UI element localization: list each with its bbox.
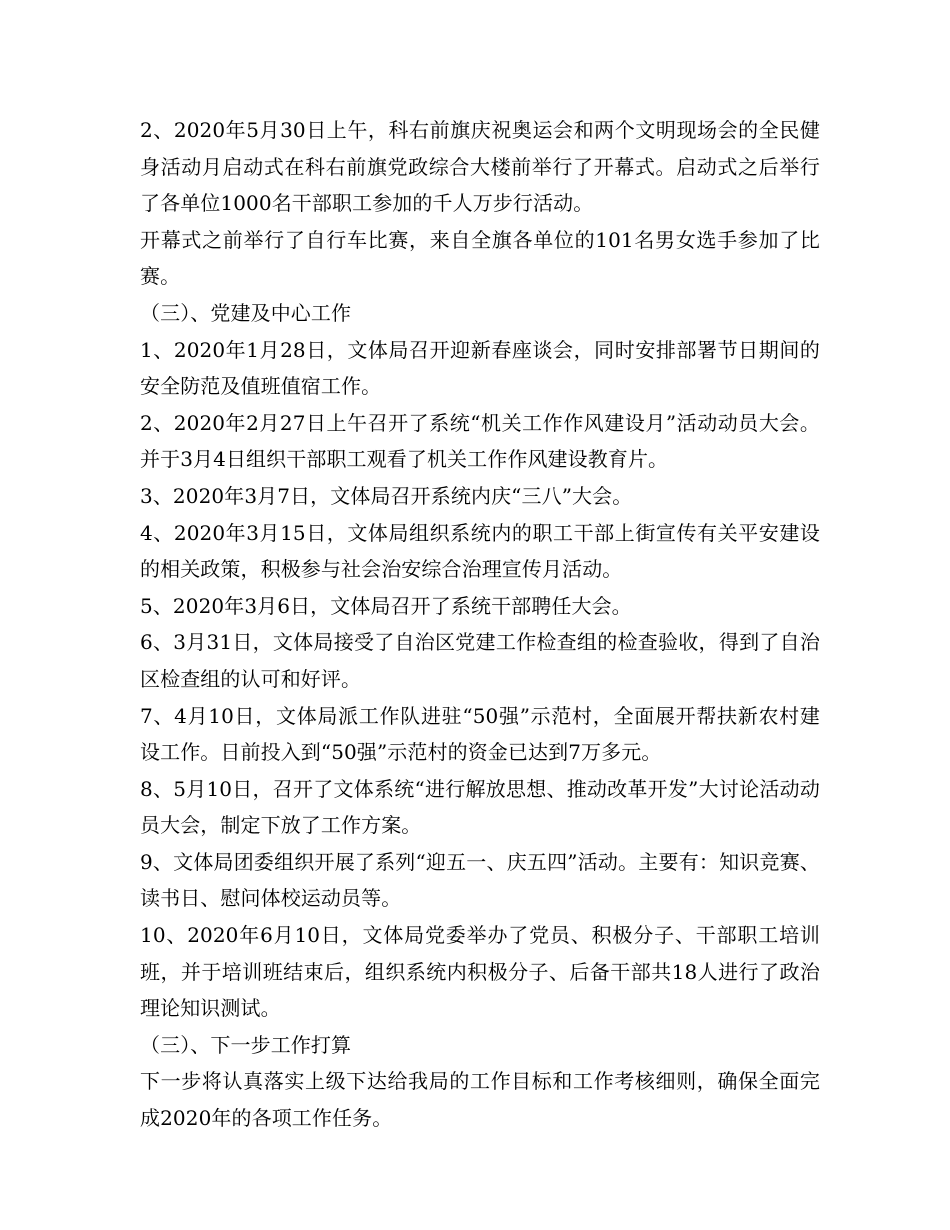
paragraph-item-8: 8、5月10日，召开了文体系统“进行解放思想、推动改革开发”大讨论活动动员大会，制定下放了工作方案。 [140,776,820,838]
paragraph-bicycle-race: 开幕式之前举行了自行车比赛，来自全旗各单位的101名男女选手参加了比赛。 [140,227,820,289]
paragraph-next-steps: 下一步将认真落实上级下达给我局的工作目标和工作考核细则，确保全面完成2020年的各项工作任务。 [140,1069,820,1131]
section-heading-party-building: （三）、党建及中心工作 [140,300,352,325]
paragraph-item-4: 4、2020年3月15日，文体局组织系统内的职工干部上街宣传有关平安建设的相关政策，积极参与社会治安综合治理宣传月活动。 [140,520,820,582]
paragraph-item-10: 10、2020年6月10日，文体局党委举办了党员、积极分子、干部职工培训班，并于培训班结束后，组织系统内积极分子、后备干部共18人进行了政治理论知识测试。 [140,923,820,1021]
document-body [140,112,820,1137]
paragraph-item-6: 6、3月31日，文体局接受了自治区党建工作检查组的检查验收，得到了自治区检查组的认可和好评。 [140,630,820,691]
paragraph-item-9: 9、文体局团委组织开展了系列“迎五一、庆五四”活动。主要有：知识竞赛、读书日、慰问体校运动员等。 [140,849,820,911]
paragraph-item-2: 2、2020年2月27日上午召开了系统“机关工作作风建设月”活动动员大会。并于3月4日组织干部职工观看了机关工作作风建设教育片。 [140,410,820,472]
paragraph-item-5: 5、2020年3月6日，文体局召开了系统干部聘任大会。 [140,593,632,618]
paragraph-item-1: 1、2020年1月28日，文体局召开迎新春座谈会，同时安排部署节日期间的安全防范及值班值宿工作。 [140,337,820,399]
paragraph-item-3: 3、2020年3月7日，文体局召开系统内庆“三八”大会。 [140,483,633,508]
paragraph-item-7: 7、4月10日，文体局派工作队进驻“50强”示范村，全面展开帮扶新农村建设工作。日前投入到“50强”示范村的资金已达到7万多元。 [140,703,820,765]
paragraph-item-2-fitness-launch: 2、2020年5月30日上午，科右前旗庆祝奥运会和两个文明现场会的全民健身活动月启动式在科右前旗党政综合大楼前举行了开幕式。启动式之后举行了各单位1000名干部职工参加的千人万步行活动。 [140,118,820,216]
section-heading-next-steps: （三）、下一步工作打算 [140,1032,352,1057]
